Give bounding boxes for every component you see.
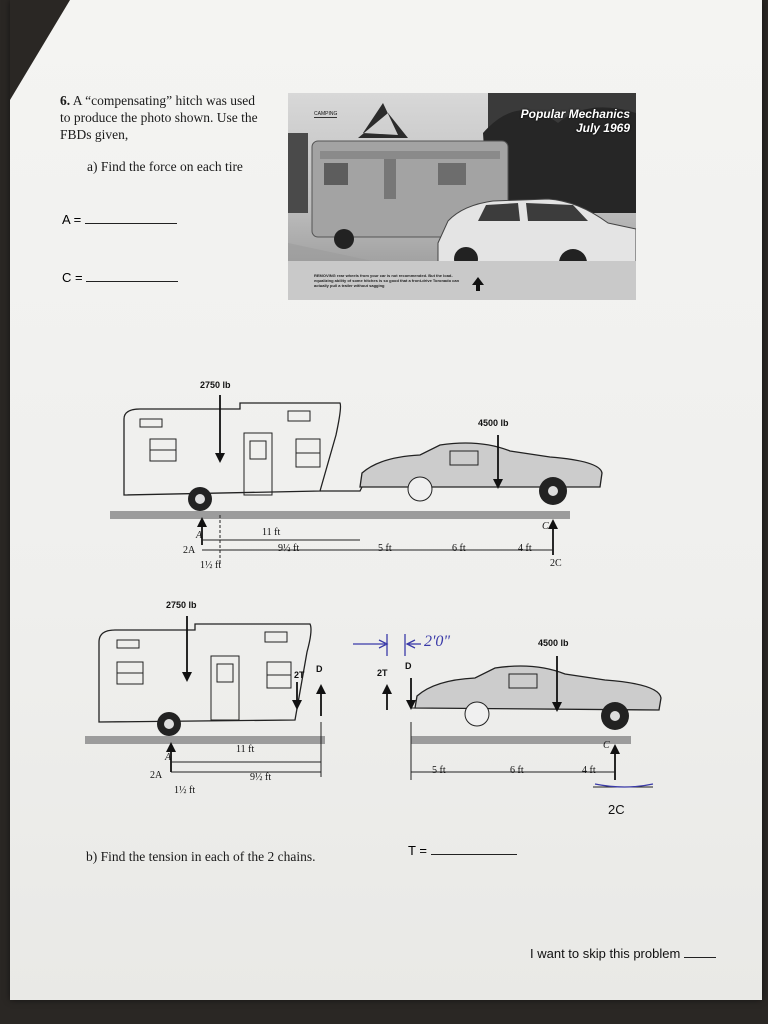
fig2-label-D-car: D bbox=[405, 661, 412, 671]
fig1-dim-1-5ft: 1½ ft bbox=[200, 560, 222, 571]
question-line-1: A “compensating” hitch was used bbox=[72, 93, 255, 108]
fig2-label-2C: 2C bbox=[608, 802, 625, 817]
fig2-dim-9-5ft: 9½ ft bbox=[250, 772, 272, 783]
question-line-2: to produce the photo shown. Use the bbox=[60, 110, 258, 125]
fig1-dim-6ft: 6 ft bbox=[452, 543, 466, 554]
skip-problem bbox=[530, 946, 716, 961]
fig2-label-A: A bbox=[165, 752, 172, 763]
answer-t-blank[interactable] bbox=[431, 854, 517, 855]
fig2-car-load: 4500 lb bbox=[538, 638, 569, 648]
fig2-dim-1-5ft: 1½ ft bbox=[174, 785, 196, 796]
answer-a-label: A = bbox=[62, 212, 82, 227]
fig1-dim-9-5ft: 9½ ft bbox=[278, 543, 300, 554]
fig2-label-2A: 2A bbox=[150, 770, 163, 781]
part-a-prompt: a) Find the force on each tire bbox=[87, 159, 243, 174]
fig2-label-2T-car: 2T bbox=[377, 668, 388, 678]
fig1-dim-11ft: 11 ft bbox=[262, 527, 281, 538]
fig1-label-C: C bbox=[542, 521, 549, 532]
fig1-label-2A: 2A bbox=[183, 545, 196, 556]
fig1-car-load: 4500 lb bbox=[478, 418, 509, 428]
answer-a-blank[interactable] bbox=[85, 223, 177, 224]
fig1-dim-4ft: 4 ft bbox=[518, 543, 532, 554]
fig2-dim-5ft: 5 ft bbox=[432, 765, 446, 776]
photo-caption: REMOVING rear wheels from your car is not recommended. But the load-equalizing ability of some hitches is so good that a front-drive Toronado can actually pull a trailer without sagging bbox=[314, 273, 460, 288]
answer-c-label: C = bbox=[62, 270, 83, 285]
fig2-handwritten-dim: 2'0" bbox=[424, 633, 451, 650]
photo-source-line-1: Popular Mechanics bbox=[520, 107, 630, 121]
skip-problem-blank[interactable] bbox=[684, 957, 716, 958]
part-b-prompt: b) Find the tension in each of the 2 chains. bbox=[86, 849, 316, 864]
fig1-dim-5ft: 5 ft bbox=[378, 543, 392, 554]
question-number: 6. bbox=[60, 93, 71, 108]
page-corner-shadow bbox=[10, 0, 70, 100]
fig1-label-2C: 2C bbox=[550, 558, 562, 569]
fig2-dim-11ft: 11 ft bbox=[236, 744, 255, 755]
question-line-3: FBDs given, bbox=[60, 127, 129, 142]
fig2-label-C: C bbox=[603, 740, 610, 751]
answer-c bbox=[62, 270, 178, 285]
photo-source-label bbox=[521, 107, 630, 135]
fig2-label-D-trailer: D bbox=[316, 664, 323, 674]
answer-a bbox=[62, 212, 177, 227]
fig2-dim-6ft: 6 ft bbox=[510, 765, 524, 776]
answer-c-blank[interactable] bbox=[86, 281, 178, 282]
question-6-text bbox=[60, 92, 290, 143]
skip-problem-text: I want to skip this problem bbox=[530, 946, 681, 961]
answer-t bbox=[408, 843, 517, 858]
fig2-label-2T-trailer: 2T bbox=[294, 670, 305, 680]
fig2-dim-4ft: 4 ft bbox=[582, 765, 596, 776]
fig2-trailer-load: 2750 lb bbox=[166, 600, 197, 610]
answer-t-label: T = bbox=[408, 843, 427, 858]
popular-mechanics-photo bbox=[288, 93, 636, 300]
photo-source-line-2: July 1969 bbox=[575, 121, 630, 135]
fig1-label-A: A bbox=[196, 530, 203, 541]
fig1-trailer-load: 2750 lb bbox=[200, 380, 231, 390]
up-arrow-icon bbox=[472, 277, 484, 291]
photo-camping-tag: CAMPING bbox=[314, 111, 338, 117]
